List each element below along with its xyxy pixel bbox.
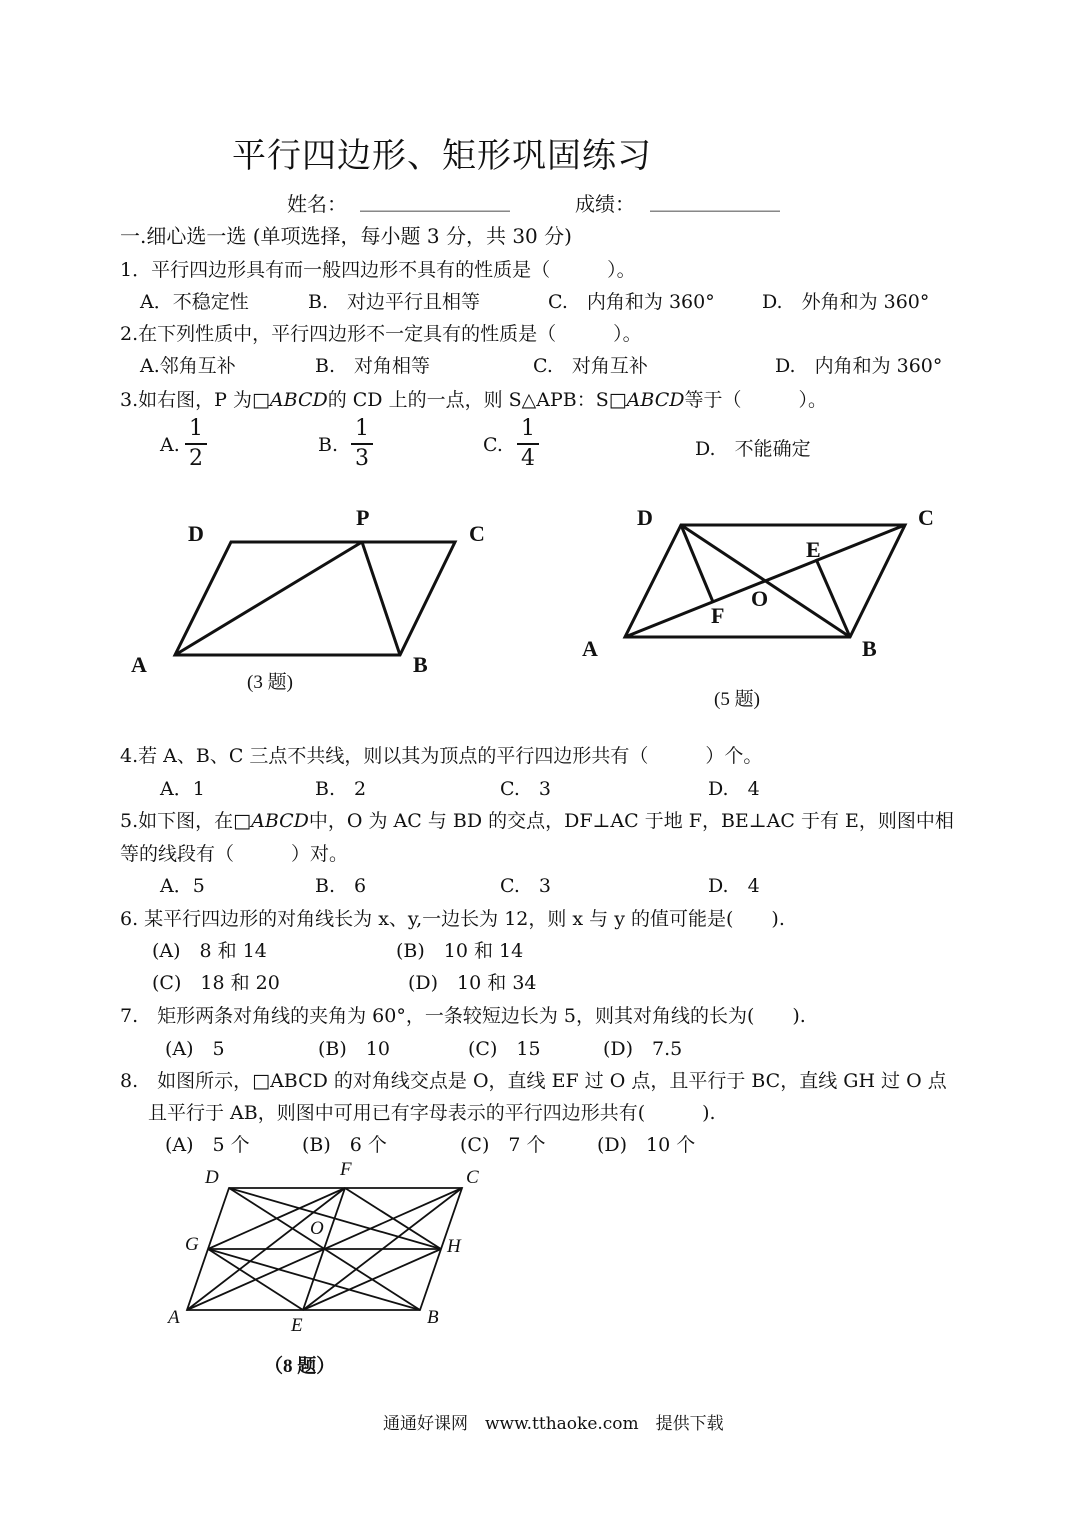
q7-option-a: (A) 5 [165, 1038, 225, 1060]
segment-dh [229, 1188, 441, 1249]
score-label: 成绩： [575, 192, 635, 216]
q1-option-c: C. 内角和为 360° [548, 291, 715, 313]
figure-5-drawing [625, 525, 905, 637]
fraction-numerator: 1 [189, 416, 203, 441]
q3-stem-c: 等于（ ）。 [684, 389, 828, 411]
parallelogram-symbol: □ABCD [251, 389, 328, 411]
q5-stem-b: 中，O 为 AC 与 BD 的交点，DF⊥AC 于地 F，BE⊥AC 于有 E，则图中相 [308, 810, 954, 832]
fig3-label-d: D [188, 521, 204, 546]
fig8-label-h: H [447, 1236, 461, 1257]
q5-option-b: B. 6 [315, 875, 367, 897]
fig8-label-f: F [340, 1159, 352, 1180]
q2-option-b: B. 对角相等 [315, 355, 431, 377]
q2-option-d: D. 内角和为 360° [775, 355, 943, 377]
fig8-label-o: O [310, 1218, 324, 1239]
q7-option-d: (D) 7.5 [603, 1038, 683, 1060]
q6-option-a: (A) 8 和 14 [152, 940, 267, 962]
parallelogram-symbol: □ABCD [233, 810, 309, 832]
q7-option-b: (B) 10 [318, 1038, 390, 1060]
q5-stem-a: 5.如下图，在 [120, 810, 234, 832]
fig5-label-o: O [751, 586, 769, 611]
q6-option-d: (D) 10 和 34 [408, 972, 537, 994]
fraction-denominator: 2 [189, 446, 203, 471]
fig5-label-a: A [582, 636, 598, 661]
fig8-label-a: A [168, 1307, 180, 1328]
q8-option-c: (C) 7 个 [460, 1134, 546, 1156]
q8-stem-line1: 8. 如图所示，□ABCD 的对角线交点是 O，直线 EF 过 O 点，且平行于 BC，直线 GH 过 O 点 [120, 1070, 947, 1092]
parallelogram-symbol-2: □ABCD [608, 389, 685, 411]
parallelogram-abcd [175, 542, 455, 655]
q3-stem-a: 3.如右图，P 为 [120, 389, 252, 411]
fig8-label-b: B [427, 1307, 439, 1328]
figure-3-drawing [175, 542, 455, 655]
q8-option-a: (A) 5 个 [165, 1134, 250, 1156]
q6-stem: 6. 某平行四边形的对角线长为 x、y,一边长为 12，则 x 与 y 的值可能是( ). [120, 908, 785, 930]
q2-option-a: A.邻角互补 [140, 355, 236, 377]
q4-option-c: C. 3 [500, 778, 551, 800]
segment-bp [362, 542, 400, 655]
q5-stem [120, 806, 954, 833]
q3-option-c-label: C. [483, 434, 503, 456]
q4-option-d: D. 4 [708, 778, 760, 800]
fig3-label-c: C [469, 521, 485, 546]
fig3-label-b: B [413, 652, 428, 677]
q3-stem-b: 的 CD 上的一点，则 S△APB：S [327, 389, 609, 411]
q1-stem: 1．平行四边形具有而一般四边形不具有的性质是（ ）。 [120, 259, 636, 281]
q1-option-b: B. 对边平行且相等 [308, 291, 481, 313]
q6-option-b: (B) 10 和 14 [396, 940, 524, 962]
q5-option-d: D. 4 [708, 875, 760, 897]
q7-stem: 7. 矩形两条对角线的夹角为 60°，一条较短边长为 5，则其对角线的长为( ). [120, 1005, 806, 1027]
score-blank: _____________ [650, 188, 780, 212]
figure-8-drawing [187, 1188, 462, 1310]
q5-stem-line2: 等的线段有（ ）对。 [120, 843, 349, 865]
q4-option-a: A．1 [160, 778, 205, 800]
fig5-label-f: F [711, 603, 725, 628]
fraction-denominator: 4 [521, 446, 535, 471]
q7-option-c: (C) 15 [468, 1038, 541, 1060]
q5-option-a: A．5 [160, 875, 205, 897]
fraction-denominator: 3 [355, 446, 369, 471]
fig5-caption: (5 题) [714, 689, 760, 710]
q8-stem-line2: 且平行于 AB，则图中可用已有字母表示的平行四边形共有( ). [148, 1102, 716, 1124]
q8-option-b: (B) 6 个 [302, 1134, 387, 1156]
q1-option-a: A．不稳定性 [140, 291, 249, 313]
q6-option-c: (C) 18 和 20 [152, 972, 280, 994]
fraction-numerator: 1 [521, 416, 535, 441]
page-title: 平行四边形、矩形巩固练习 [232, 136, 652, 176]
fig8-label-g: G [185, 1234, 199, 1255]
footer-text: 通通好课网 www.tthaoke.com 提供下载 [383, 1414, 724, 1434]
q4-option-b: B. 2 [315, 778, 367, 800]
q8-option-d: (D) 10 个 [597, 1134, 696, 1156]
q1-option-d: D. 外角和为 360° [762, 291, 930, 313]
q4-stem: 4.若 A、B、C 三点不共线，则以其为顶点的平行四边形共有（ ）个。 [120, 745, 763, 767]
q2-stem: 2.在下列性质中，平行四边形不一定具有的性质是（ ）。 [120, 323, 642, 345]
fig5-label-e: E [806, 537, 821, 562]
fig8-label-c: C [466, 1167, 479, 1188]
q5-option-c: C. 3 [500, 875, 551, 897]
fig5-label-c: C [918, 505, 934, 530]
q2-option-c: C. 对角互补 [533, 355, 648, 377]
section-heading: 一.细心选一选 (单项选择，每小题 3 分，共 30 分) [120, 224, 572, 248]
fig8-caption: （8 题） [264, 1356, 336, 1377]
q3-option-b-label: B. [318, 434, 339, 456]
fig8-label-e: E [291, 1315, 303, 1336]
name-label: 姓名： [287, 192, 347, 216]
fig5-label-b: B [862, 636, 877, 661]
fraction-numerator: 1 [355, 416, 369, 441]
name-blank: _______________ [360, 188, 510, 212]
fig3-caption: (3 题) [247, 672, 293, 693]
q3-option-a-label: A. [160, 434, 180, 456]
fig3-label-p: P [356, 505, 370, 530]
q3-option-d: D. 不能确定 [695, 438, 811, 460]
fig3-label-a: A [131, 652, 147, 677]
fig5-label-d: D [637, 505, 653, 530]
fig8-label-d: D [205, 1167, 219, 1188]
